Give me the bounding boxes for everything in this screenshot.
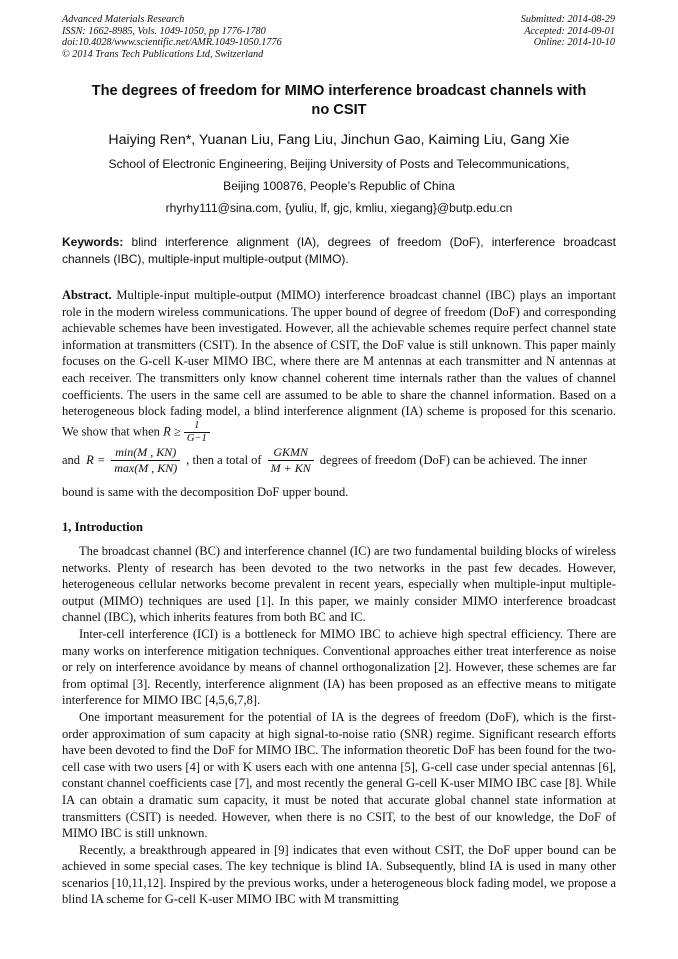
ratio-denominator: max(M , KN) — [114, 461, 178, 475]
accepted-date: Accepted: 2014-09-01 — [524, 25, 615, 37]
keywords — [62, 234, 616, 267]
abstract-label: Abstract. — [62, 288, 112, 302]
abstract — [62, 287, 616, 445]
copyright-line: © 2014 Trans Tech Publications Ltd, Switzerland — [62, 48, 264, 60]
condition-lhs: R ≥ — [163, 424, 181, 439]
paragraph: Recently, a breakthrough appeared in [9] indicates that even without CSIT, the DoF upper bound can be achieved in some special cases. The key technique is blind IA. Subsequently, blind IA is used in many other scenarios [10,11,12]. Inspired by the previous works, under a heterogeneous block fading model, we propose a blind IA scheme for G-cell K-user MIMO IBC with M transmitting — [62, 842, 616, 907]
abstract-text: Multiple-input multiple-output (MIMO) interference broadcast channel (IBC) plays an important role in the modern wireless communications. The upper bound of degree of freedom (DoF) and corresponding achievable schemes have been investigated. However, all the achievable schemes require perfect channel state information at transmitters (CSIT). In the absence of CSIT, the DoF value is still unknown. This paper mainly focuses on the G-cell K-user MIMO IBC, where there are M antennas at each transmitter and N antennas at each receiver. The transmitters only know channel coherent time internals rather than the values of channel coefficients. The users in the same cell are assumed to be able to share the channel information. Based on a heterogeneous block fading model, a blind interference alignment (IA) scheme is proposed for this scenario. We show that when — [62, 288, 617, 439]
dates-header — [521, 14, 615, 49]
author-list: Haiying Ren*, Yuanan Liu, Fang Liu, Jinchun Gao, Kaiming Liu, Gang Xie — [108, 132, 570, 148]
then-total-text: , then a total of — [186, 453, 262, 468]
keywords-label: Keywords: — [62, 235, 124, 249]
paper-title — [62, 82, 616, 120]
journal-header — [62, 14, 282, 60]
ratio-numerator: min(M , KN) — [111, 445, 180, 461]
journal-name: Advanced Materials Research — [62, 14, 185, 25]
paragraph: Inter-cell interference (ICI) is a bottleneck for MIMO IBC to achieve high spectral efficiency. There are many works on interference mitigation techniques. Conventional approaches either treat interference as noise or rely on interference avoidance by means of channel orthogonalization [2]. However, these schemes are far from optimal [3]. Recently, interference alignment (IA) has been proposed as an effective means to mitigate interference for MIMO IBC [4,5,6,7,8]. — [62, 626, 616, 708]
introduction-body — [62, 543, 616, 908]
and-word: and — [62, 453, 81, 468]
abstract-formula-line — [62, 445, 616, 476]
condition-fraction — [184, 420, 210, 445]
issn-line: ISSN: 1662-8985, Vols. 1049-1050, pp 1776-1780 — [62, 25, 266, 37]
doi-line: doi:10.4028/www.scientific.net/AMR.1049-1050.1776 — [62, 37, 282, 49]
paragraph: The broadcast channel (BC) and interference channel (IC) are two fundamental building blocks of wireless networks. Plenty of research has been devoted to the two networks in the past few decades. However, heterogeneous cellular networks become prevalent in recent years, especially when multiple-input multiple-output (MIMO) techniques are used [1]. In this paper, we mainly consider MIMO interference broadcast channel (IBC), which inherits features from both BC and IC. — [62, 544, 616, 625]
condition-numerator: 1 — [184, 420, 210, 433]
affiliation-line-2: Beijing 100876, People’s Republic of China — [223, 179, 455, 193]
section-heading: 1, Introduction — [62, 520, 143, 534]
condition-denominator: G−1 — [186, 432, 207, 444]
dof-denominator: M + KN — [270, 461, 311, 475]
title-line-2: no CSIT — [311, 102, 367, 118]
dof-fraction — [268, 445, 314, 476]
abstract-last-line: bound is same with the decomposition DoF upper bound. — [62, 485, 349, 499]
online-date: Online: 2014-10-10 — [533, 37, 615, 49]
title-line-1: The degrees of freedom for MIMO interference broadcast channels with — [91, 83, 587, 99]
keywords-text: blind interference alignment (IA), degrees of freedom (DoF), interference broadcast channels (IBC), multiple-input multiple-output (MIMO). — [62, 235, 616, 266]
paragraph: One important measurement for the potential of IA is the degrees of freedom (DoF), which is the first-order approximation of sum capacity at high signal-to-noise ratio (SNR) regime. Significant research efforts have been devoted to find the DoF for MIMO IBC. The information theoretic DoF has been found for the two-cell case with two users [4] or with K users each with one antenna [5], G-cell case under special antennas [6], constant channel coefficients case [7], and most recently the general G-cell K-user MIMO IBC case [8]. While IA can obtain a dramatic sum capacity, it must be noted that accurate global channel state information at transmitters (CSIT) is needed. However, when there is no CSIT, to the best of our knowledge, the DoF of MIMO IBC is still unknown. — [62, 709, 616, 841]
dof-tail-text: degrees of freedom (DoF) can be achieved. The inner — [319, 453, 588, 468]
affiliation-line-1: School of Electronic Engineering, Beijing University of Posts and Telecommunications, — [108, 157, 570, 171]
author-emails: rhyrhy111@sina.com, {yuliu, lf, gjc, kmliu, xiegang}@butp.edu.cn — [165, 201, 513, 215]
ratio-fraction — [111, 445, 180, 476]
ratio-lhs: R = — [86, 453, 106, 468]
submitted-date: Submitted: 2014-08-29 — [520, 14, 615, 25]
dof-numerator: GKMN — [268, 445, 314, 461]
